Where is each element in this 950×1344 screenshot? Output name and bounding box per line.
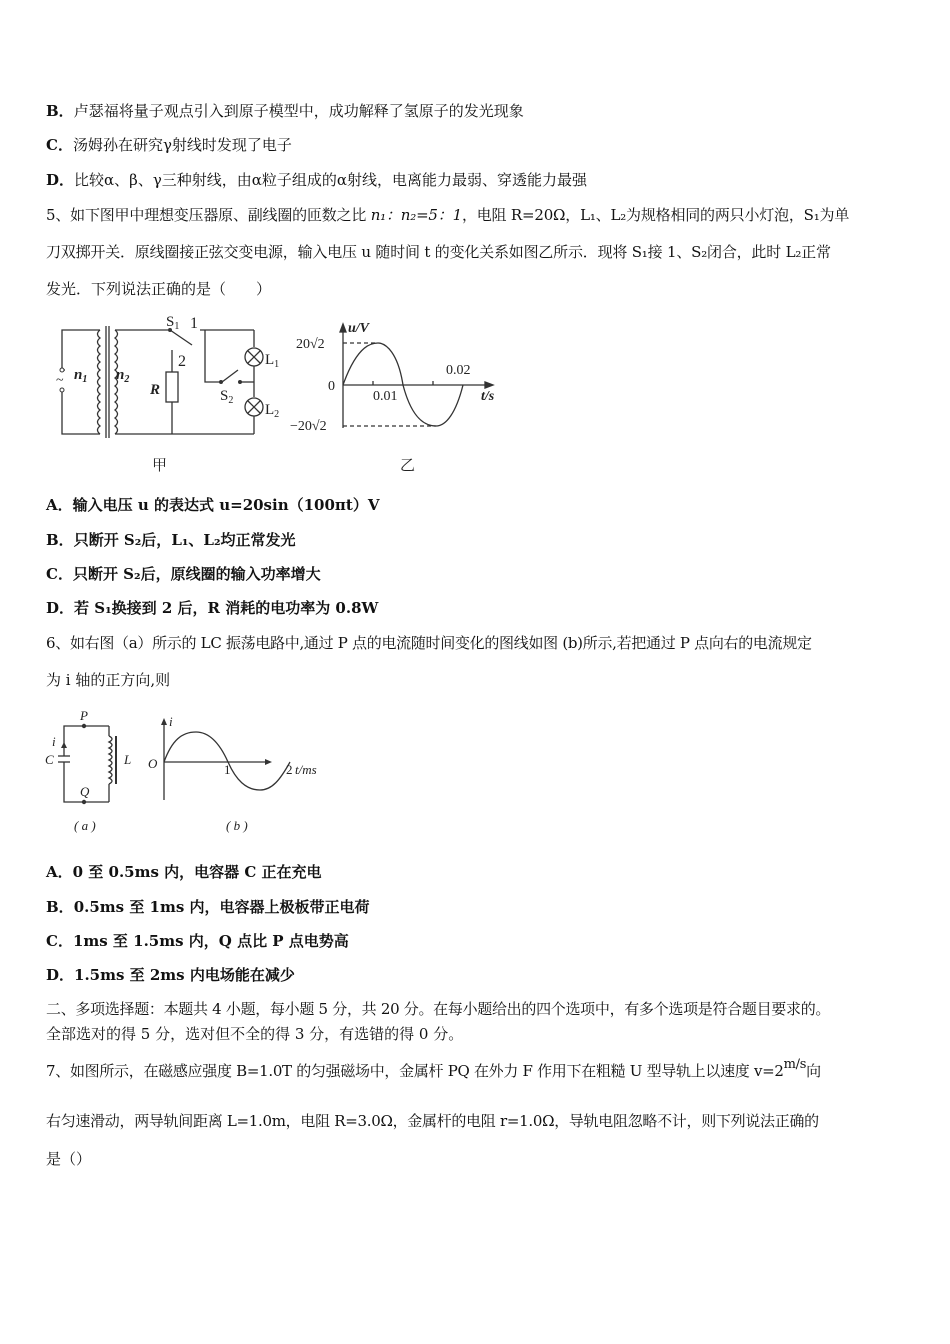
svg-text:n2: $n_2$ xyxy=(116,367,130,385)
svg-text:n1: $n_1$ xyxy=(74,367,88,385)
transformer-circuit-diagram xyxy=(50,312,280,477)
q5-stem-line1 xyxy=(46,205,849,225)
stem-text: 是（） xyxy=(46,1150,92,1168)
q6-stem-line2 xyxy=(46,670,170,690)
option-label: A． xyxy=(46,863,73,881)
q6-option-b xyxy=(46,897,370,917)
q5-stem-line2 xyxy=(46,242,831,262)
section-text: 二、多项选择题：本题共 4 小题，每小题 5 分，共 20 分。在每小题给出的四个选项中，有多个选项是符合题目要求的。 xyxy=(46,1000,831,1018)
q6-stem-line1 xyxy=(46,633,812,653)
svg-text:S1: $S_1$ xyxy=(166,314,180,332)
svg-text:2: 2 xyxy=(178,353,186,370)
figure-caption: ( b ) xyxy=(226,818,248,833)
x-tick-label: 0.01 xyxy=(373,389,398,404)
option-text: 只断开 S₂后，L₁、L₂均正常发光 xyxy=(73,531,296,549)
svg-text:t/ms: t/ms xyxy=(295,762,317,777)
option-text: 1.5ms 至 2ms 内电场能在减少 xyxy=(74,966,295,984)
q4-option-b xyxy=(46,101,524,121)
ac-source-symbol: ~ xyxy=(56,373,64,388)
figure-caption: 乙 xyxy=(400,458,416,474)
stem-text: 发光．下列说法正确的是（ ） xyxy=(46,280,272,298)
x-axis-label: t/s xyxy=(481,389,495,404)
svg-text:1: 1 xyxy=(190,315,198,332)
option-label: B． xyxy=(46,102,74,120)
q6-option-a xyxy=(46,862,322,882)
option-label: B． xyxy=(46,898,74,916)
svg-text:Q: Q xyxy=(80,784,90,799)
y-min-label: −20√2 xyxy=(290,419,327,434)
q7-stem-line3 xyxy=(46,1149,91,1169)
q5-option-b xyxy=(46,530,296,550)
q7-stem-line2 xyxy=(46,1111,819,1131)
svg-text:O: O xyxy=(148,756,158,771)
turns-ratio: n₁：n₂=5：1 xyxy=(370,206,462,224)
stem-text: 右匀速滑动，两导轨间距离 L=1.0m，电阻 R=3.0Ω，金属杆的电阻 r=1.0Ω，导轨电阻忽略不计，则下列说法正确的 xyxy=(46,1112,819,1130)
svg-text:i: i xyxy=(52,734,56,749)
option-label: B． xyxy=(46,531,74,549)
current-arrow-icon xyxy=(61,742,67,748)
svg-text:2: 2 xyxy=(286,762,293,777)
svg-text:C: C xyxy=(45,752,54,767)
lc-circuit-diagram xyxy=(44,706,139,841)
section2-heading-line1 xyxy=(46,999,830,1019)
svg-text:L1: $L_1$ xyxy=(265,352,280,370)
q6-option-d xyxy=(46,965,295,985)
q5-option-c xyxy=(46,564,321,584)
option-text: 只断开 S₂后，原线圈的输入功率增大 xyxy=(72,565,321,583)
stem-text: ，电阻 R=20Ω，L₁、L₂为规格相同的两只小灯泡，S₁为单 xyxy=(461,206,850,224)
stem-text: 为 i 轴的正方向,则 xyxy=(46,671,171,689)
stem-text: 5、如下图甲中理想变压器原、副线圈的匝数之比 xyxy=(46,206,371,224)
option-text: 比较α、β、γ三种射线，由α粒子组成的α射线，电离能力最弱、穿透能力最强 xyxy=(74,171,588,189)
current-time-graph xyxy=(144,710,344,842)
option-label: C． xyxy=(46,565,73,583)
origin-label: 0 xyxy=(328,379,335,394)
svg-text:L2: $L_2$ xyxy=(265,402,280,420)
svg-text:P: P xyxy=(80,708,88,723)
option-label: D． xyxy=(46,599,75,617)
option-text: 0.5ms 至 1ms 内，电容器上极板带正电荷 xyxy=(73,898,370,916)
x-tick-label: 0.02 xyxy=(446,363,471,378)
section2-heading-line2 xyxy=(46,1024,463,1044)
option-label: D． xyxy=(46,966,75,984)
svg-text:R: R xyxy=(150,382,161,398)
option-text: 1ms 至 1.5ms 内，Q 点比 P 点电势高 xyxy=(72,932,349,950)
svg-text:L: L xyxy=(124,752,132,767)
option-text: 汤姆孙在研究γ射线时发现了电子 xyxy=(72,136,292,154)
stem-text: 7、如图所示，在磁感应强度 B=1.0T 的匀强磁场中，金属杆 PQ 在外力 F 作用下在粗糙 U 型导轨上以速度 v=2 xyxy=(46,1062,784,1080)
velocity-unit: m/s xyxy=(783,1057,807,1072)
option-label: C． xyxy=(46,932,73,950)
q4-option-d xyxy=(46,170,587,190)
stem-text: 6、如右图（a）所示的 LC 振荡电路中,通过 P 点的电流随时间变化的图线如图 (b)所示,若把通过 P 点向右的电流规定 xyxy=(46,634,812,652)
svg-text:1: 1 xyxy=(224,762,231,777)
option-label: D． xyxy=(46,171,75,189)
figure-caption: 甲 xyxy=(152,458,168,474)
figure-caption: ( a ) xyxy=(74,818,96,833)
section-text: 全部选对的得 5 分，选对但不全的得 3 分，有选错的得 0 分。 xyxy=(46,1025,464,1043)
q6-option-c xyxy=(46,931,349,951)
option-text: 0 至 0.5ms 内，电容器 C 正在充电 xyxy=(72,863,322,881)
q5-stem-line3 xyxy=(46,279,271,299)
svg-text:i: i xyxy=(169,714,173,729)
q5-option-d xyxy=(46,598,378,618)
option-label: A． xyxy=(46,496,73,514)
q4-option-c xyxy=(46,135,292,155)
stem-text: 向 xyxy=(806,1062,821,1080)
svg-text:S2: $S_2$ xyxy=(220,388,234,406)
voltage-time-graph xyxy=(288,318,510,478)
q5-option-a xyxy=(46,495,379,515)
option-text: 若 S₁换接到 2 后，R 消耗的电功率为 0.8W xyxy=(74,599,379,617)
option-text: 卢瑟福将量子观点引入到原子模型中，成功解释了氢原子的发光现象 xyxy=(73,102,524,120)
option-text: 输入电压 u 的表达式 u=20sin（100πt）V xyxy=(72,496,380,514)
y-max-label: 20√2 xyxy=(296,337,325,352)
stem-text: 刀双掷开关．原线圈接正弦交变电源，输入电压 u 随时间 t 的变化关系如图乙所示．现将 S₁接 1、S₂闭合，此时 L₂正常 xyxy=(46,243,831,261)
option-label: C． xyxy=(46,136,73,154)
q7-stem-line1 xyxy=(46,1057,821,1081)
y-axis-label: u/V xyxy=(348,321,370,336)
